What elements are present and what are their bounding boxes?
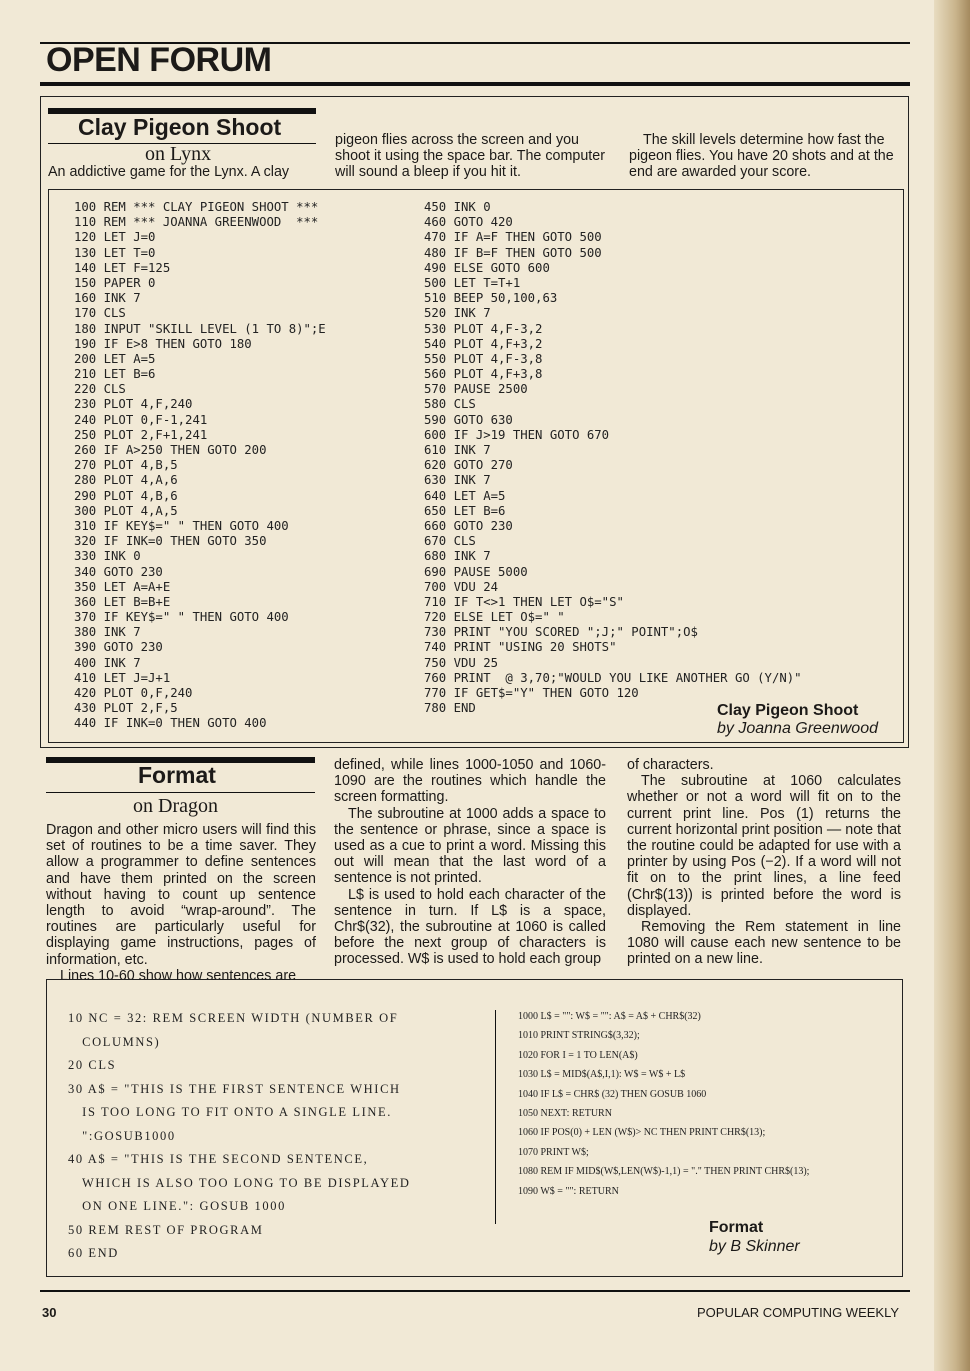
code-line: 250 PLOT 2,F+1,241 — [74, 427, 208, 442]
code-line: 1040 IF L$ = CHR$ (32) THEN GOSUB 1060 — [518, 1088, 707, 1100]
code-line: 1090 W$ = "": RETURN — [518, 1185, 619, 1197]
footer-rule — [40, 1290, 910, 1292]
code-line: 570 PAUSE 2500 — [424, 382, 528, 397]
code-line: 10 NC = 32: REM SCREEN WIDTH (NUMBER OF — [68, 1011, 399, 1025]
clay-subtitle: on Lynx — [145, 143, 212, 165]
code-line: 160 INK 7 — [74, 291, 141, 306]
code-line: 290 PLOT 4,B,6 — [74, 488, 178, 503]
code-line: 450 INK 0 — [424, 200, 491, 214]
code-line: 1000 L$ = "": W$ = "": A$ = A$ + CHR$(32) — [518, 1011, 701, 1022]
format-col2-text: defined, while lines 1000-1050 and 1060-1090 are the routines which handle the screen formatting. The subroutine at 1000 adds a space to the sentence or phrase, since a space is used as a cue to print a word. Missing this out will mean that the last word of a sentence is not printed. L$ is used to hold each character of the sentence in turn. If L$ is a space, Chr$(32), the subroutine at 1060 is called before the next group of characters is processed. W$ is used to hold each group — [334, 757, 606, 968]
code-line: COLUMNS) — [68, 1034, 161, 1049]
page-edge-shadow — [934, 0, 970, 1371]
code-line: 20 CLS — [68, 1058, 117, 1072]
code-line: 110 REM *** JOANNA GREENWOOD *** — [74, 215, 319, 230]
code-line: 440 IF INK=0 THEN GOTO 400 — [74, 716, 267, 731]
section-heading: OPEN FORUM — [46, 41, 272, 79]
code-line: 560 PLOT 4,F+3,8 — [424, 367, 543, 382]
header-bottom-rule — [40, 82, 910, 86]
format-col3-text: of characters. The subroutine at 1060 calculates whether or not a word will fit on to the current print line. Pos (1) returns the current horizontal print position — note that the routine could be adapted for use with a printer by using Pos (−2). If a word will not fit on to the print lines, a line feed (Chr$(13)) is printed before the word is displayed. Removing the Rem statement in line 1080 will cause each new sentence to be printed on a new line. — [627, 757, 901, 968]
code-line: IS TOO LONG TO FIT ONTO A SINGLE LINE. — [68, 1105, 392, 1119]
code-line: 60 END — [68, 1246, 119, 1260]
code-line: 710 IF T<>1 THEN LET O$="S" — [424, 594, 624, 609]
code-line: 730 PRINT "YOU SCORED ";J;" POINT";O$ — [424, 625, 698, 640]
code-line: 670 CLS — [424, 534, 476, 549]
code-line: 120 LET J=0 — [74, 230, 156, 245]
code-line: 50 REM REST OF PROGRAM — [68, 1222, 264, 1237]
format-credit-title: Format — [709, 1219, 764, 1236]
code-line: 530 PLOT 4,F-3,2 — [424, 321, 543, 336]
clay-col1-text: An addictive game for the Lynx. A clay — [48, 164, 290, 180]
code-line: 400 INK 7 — [74, 655, 141, 670]
code-line: 220 CLS — [74, 382, 126, 397]
code-line: 590 GOTO 630 — [424, 412, 513, 427]
code-line: 100 REM *** CLAY PIGEON SHOOT *** — [74, 200, 319, 214]
code-line: 140 LET F=125 — [74, 260, 171, 275]
code-line: 150 PAPER 0 — [74, 275, 156, 290]
clay-title: Clay Pigeon Shoot — [78, 114, 282, 140]
code-line: 410 LET J=J+1 — [74, 670, 171, 685]
code-line: 1030 L$ = MID$(A$,I,1): W$ = W$ + L$ — [518, 1069, 686, 1081]
clay-listing-left — [74, 200, 326, 732]
code-line: 690 PAUSE 5000 — [424, 564, 528, 579]
code-line: 190 IF E>8 THEN GOTO 180 — [74, 336, 252, 351]
code-line: 1060 IF POS(0) + LEN (W$)> NC THEN PRINT CHR$(13); — [518, 1127, 766, 1139]
code-line: 650 LET B=6 — [424, 503, 506, 518]
code-line: 460 GOTO 420 — [424, 215, 513, 230]
code-line: 270 PLOT 4,B,5 — [74, 458, 178, 473]
format-col1-text: Dragon and other micro users will find this set of routines to be a time saver. They allow a programmer to define sentences and have them printed on the screen without having to count up sentence length to avoid “wrap-around”. The routines are particularly useful for displaying game instructions, pages of information, etc. Lines 10-60 show how sentences are — [46, 822, 316, 984]
code-line: 580 CLS — [424, 397, 476, 412]
clay-credit-author: by Joanna Greenwood — [717, 720, 878, 737]
code-line: 680 INK 7 — [424, 549, 491, 564]
code-line: 510 BEEP 50,100,63 — [424, 291, 558, 306]
code-line: 550 PLOT 4,F-3,8 — [424, 351, 543, 366]
code-line: 660 GOTO 230 — [424, 518, 513, 533]
code-line: 700 VDU 24 — [424, 579, 499, 594]
code-line: 240 PLOT 0,F-1,241 — [74, 412, 208, 427]
code-line: 430 PLOT 2,F,5 — [74, 701, 178, 716]
code-line: 390 GOTO 230 — [74, 640, 163, 655]
code-line: 380 INK 7 — [74, 625, 141, 640]
code-line: 470 IF A=F THEN GOTO 500 — [424, 230, 602, 245]
code-line: 500 LET T=T+1 — [424, 275, 521, 290]
code-line: 740 PRINT "USING 20 SHOTS" — [424, 640, 617, 655]
code-line: 770 IF GET$="Y" THEN GOTO 120 — [424, 686, 639, 700]
clay-col3-text: The skill levels determine how fast the pigeon flies. You have 20 shots and at the end are awarded your score. — [629, 132, 894, 181]
format-listing-divider — [495, 1010, 496, 1224]
code-line: 300 PLOT 4,A,5 — [74, 503, 178, 518]
code-line: 720 ELSE LET O$=" " — [424, 610, 565, 625]
magazine-name: POPULAR COMPUTING WEEKLY — [697, 1305, 900, 1320]
code-line: 210 LET B=6 — [74, 367, 156, 382]
page-number: 30 — [42, 1305, 57, 1320]
code-line: 620 GOTO 270 — [424, 458, 513, 473]
code-line: 30 A$ = "THIS IS THE FIRST SENTENCE WHICH — [68, 1081, 401, 1096]
clay-col2-text: pigeon flies across the screen and you shoot it using the space bar. The computer will sound a bleep if you hit it. — [335, 132, 605, 181]
code-line: 310 IF KEY$=" " THEN GOTO 400 — [74, 518, 289, 533]
clay-credit-title: Clay Pigeon Shoot — [717, 702, 859, 719]
code-line: 480 IF B=F THEN GOTO 500 — [424, 245, 602, 260]
code-line: 130 LET T=0 — [74, 245, 156, 260]
code-line: 230 PLOT 4,F,240 — [74, 397, 193, 412]
code-line: 330 INK 0 — [74, 549, 141, 564]
code-line: 280 PLOT 4,A,6 — [74, 473, 178, 488]
code-line: 420 PLOT 0,F,240 — [74, 686, 193, 700]
code-line: 360 LET B=B+E — [74, 594, 171, 609]
code-line: 1080 REM IF MID$(W$,LEN(W$)-1,1) = "." THEN PRINT CHR$(13); — [518, 1166, 810, 1178]
format-title-underline — [46, 792, 315, 793]
code-line: 600 IF J>19 THEN GOTO 670 — [424, 427, 610, 442]
code-line: 170 CLS — [74, 306, 126, 321]
code-line: 320 IF INK=0 THEN GOTO 350 — [74, 534, 267, 549]
code-line: 640 LET A=5 — [424, 488, 506, 503]
code-line: 540 PLOT 4,F+3,2 — [424, 336, 543, 351]
format-subtitle: on Dragon — [133, 795, 218, 817]
code-line: 750 VDU 25 — [424, 655, 499, 670]
code-line: WHICH IS ALSO TOO LONG TO BE DISPLAYED — [68, 1175, 411, 1190]
code-line: 340 GOTO 230 — [74, 564, 163, 579]
code-line: 1070 PRINT W$; — [518, 1146, 589, 1158]
code-line: 1020 FOR I = 1 TO LEN(A$) — [518, 1049, 638, 1061]
code-line: 180 INPUT "SKILL LEVEL (1 TO 8)";E — [74, 321, 326, 336]
code-line: 1050 NEXT: RETURN — [518, 1107, 612, 1119]
code-line: 1010 PRINT STRING$(3,32); — [518, 1030, 640, 1042]
code-line: 610 INK 7 — [424, 443, 491, 457]
code-line: ":GOSUB1000 — [68, 1128, 176, 1143]
code-line: 370 IF KEY$=" " THEN GOTO 400 — [74, 610, 289, 625]
format-credit-author: by B Skinner — [709, 1238, 800, 1255]
format-listing-right — [518, 1007, 809, 1201]
code-line: 630 INK 7 — [424, 473, 491, 488]
code-line: 260 IF A>250 THEN GOTO 200 — [74, 443, 267, 457]
code-line: ON ONE LINE.": GOSUB 1000 — [68, 1199, 286, 1213]
code-line: 760 PRINT @ 3,70;"WOULD YOU LIKE ANOTHER GO (Y/N)" — [424, 670, 802, 685]
code-line: 780 END — [424, 701, 476, 716]
code-line: 200 LET A=5 — [74, 351, 156, 366]
clay-listing-right — [424, 200, 802, 716]
format-listing-left — [68, 1007, 410, 1266]
code-line: 350 LET A=A+E — [74, 579, 171, 594]
code-line: 520 INK 7 — [424, 306, 491, 321]
format-title: Format — [138, 762, 216, 788]
code-line: 490 ELSE GOTO 600 — [424, 260, 550, 275]
code-line: 40 A$ = "THIS IS THE SECOND SENTENCE, — [68, 1152, 369, 1166]
